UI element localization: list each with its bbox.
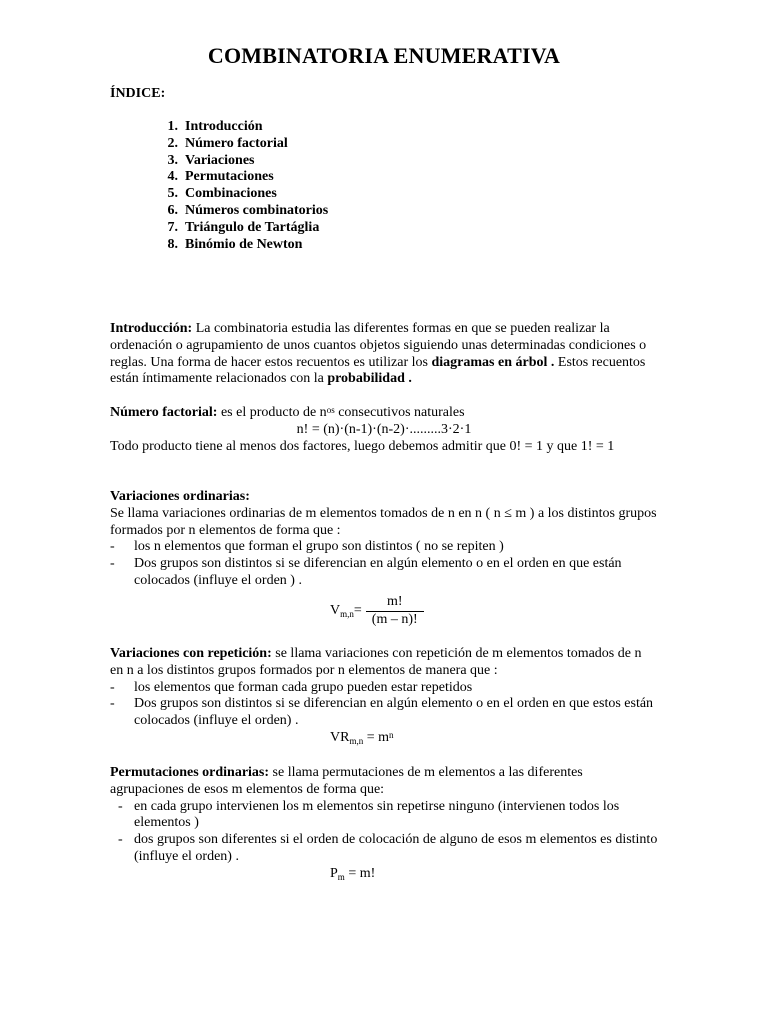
variations-repetition-formula: $VR_{m,n} = m^n$ [330, 729, 394, 746]
variations-section [110, 489, 658, 628]
table-of-contents [110, 119, 328, 253]
factorial-note: Todo producto tiene al menos dos factores, luego debemos admitir que 0! = 1 y que 1! = 1 [110, 438, 615, 454]
index-heading: ÍNDICE: [110, 86, 166, 101]
permutations-formula: $P_m = m$! [330, 865, 376, 882]
factorial-heading: Número factorial: [110, 405, 218, 420]
factorial-paragraph: Número factorial: es el producto de $n^{os}$ consecutivos naturales [110, 405, 465, 420]
toc-item: 8. Binómio de Newton [167, 236, 303, 252]
toc-item: 1. Introducción [167, 119, 263, 134]
variations-heading: Variaciones ordinarias: [110, 489, 250, 504]
toc-item: 7. Triángulo de Tartáglia [167, 219, 320, 235]
variations-repetition-heading: Variaciones con repetición: [110, 646, 272, 661]
permutations-heading: Permutaciones ordinarias: [110, 765, 270, 780]
variations-formula: V $_{m,n}$ = $\frac{m!}{(m - n)!}$ [330, 594, 658, 629]
list-item: - dos grupos son diferentes si el orden de colocación de alguno de esos m elementos es distinto (influye el orden) . [118, 832, 658, 864]
variations-text: Se llama variaciones ordinarias de m elementos tomados de n en n ( n ≤ m ) a los distintos grupos formados por n elementos de forma que : [110, 505, 657, 538]
intro-paragraph: Introducción: La combinatoria estudia las diferentes formas en que se pueden realizar la ordenación o agrupamiento de unos cuantos objetos siguiendo unas determinadas condiciones o reglas. Una forma de hacer estos recuentos es utilizar los diagramas en árbol . Estos recuentos están íntimamente relacionados con la probabilidad . [110, 321, 647, 387]
factorial-formula: n! = (n)·(n-1)·(n-2)·.........3·2·1 [296, 421, 472, 437]
toc-item: 6. Números combinatorios [167, 202, 329, 218]
fraction: $\frac{m!}{(m - n)!}$ [366, 594, 424, 629]
list-item: - Dos grupos son distintos si se diferencian en algún elemento o en el orden en que estos están colocados (influye el orden) . [110, 696, 654, 729]
intro-section [110, 321, 658, 388]
list-item: - los n elementos que forman el grupo son distintos ( no se repiten ) [110, 539, 504, 555]
toc-item: 2. Número factorial [167, 135, 288, 151]
permutations-paragraph: Permutaciones ordinarias: se llama permutaciones de m elementos a las diferentes agrupaciones de esos m elementos de forma que: [110, 765, 583, 797]
variations-repetition-paragraph: Variaciones con repetición: se llama variaciones con repetición de m elementos tomados de n en n a los distintos grupos formados por n elementos de manera que : [110, 646, 642, 678]
toc-item: 5. Combinaciones [167, 186, 277, 202]
list-item: - los elementos que forman cada grupo pueden estar repetidos [110, 679, 473, 695]
list-item: - en cada grupo intervienen los m elementos sin repetirse ninguno (intervienen todos los elementos ) [118, 798, 620, 831]
toc-item: 4. Permutaciones [167, 169, 274, 185]
intro-heading: Introducción: [110, 321, 193, 336]
document-title: COMBINATORIA ENUMERATIVA [207, 43, 561, 68]
list-item: - Dos grupos son distintos si se diferencian en algún elemento o en el orden en que están colocados (influye el orden ) . [110, 556, 622, 588]
toc-item: 3. Variaciones [167, 152, 255, 168]
factorial-section [110, 405, 658, 455]
permutations-section [110, 765, 658, 883]
variations-repetition-section [110, 646, 658, 747]
